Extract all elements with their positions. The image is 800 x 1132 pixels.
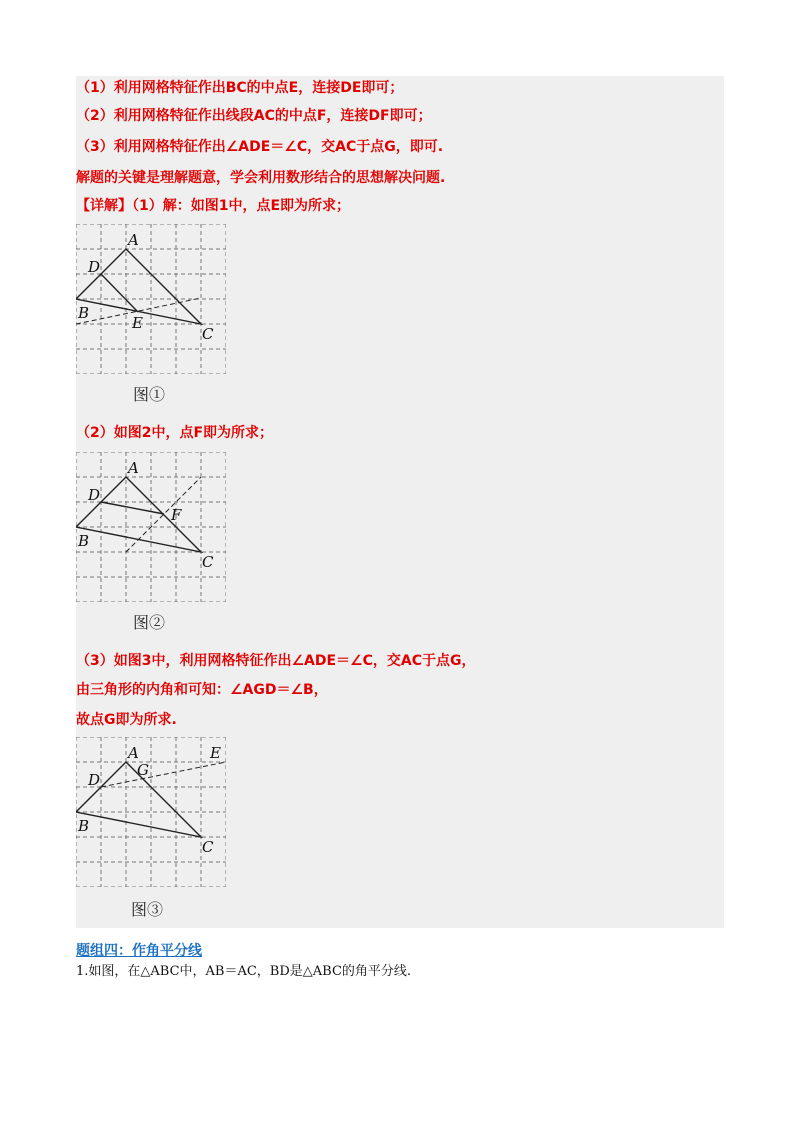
- solution-line-4: 解题的关键是理解题意，学会利用数形结合的思想解决问题.: [76, 170, 446, 186]
- figure-2-label-b: B: [78, 532, 90, 550]
- figure-1-grid: [76, 224, 226, 374]
- figure-3-grid: [76, 737, 226, 887]
- figure-3-label-g: G: [137, 761, 149, 779]
- figure-2-svg: [76, 452, 226, 602]
- solution-line-5: 【详解】（1）解：如图1中，点E即为所求；: [76, 198, 351, 214]
- solution-line-2: （2）利用网格特征作出线段AC的中点F，连接DF即可；: [76, 108, 432, 124]
- solution-line-7: （3）如图3中，利用网格特征作出∠ADE＝∠C，交AC于点G，: [76, 653, 476, 669]
- figure-2-label-a: A: [128, 459, 139, 477]
- figure-3: [76, 737, 226, 891]
- solution-line-1: （1）利用网格特征作出BC的中点E，连接DE即可；: [76, 80, 404, 96]
- figure-3-label-b: B: [78, 817, 90, 835]
- solution-line-6: （2）如图2中，点F即为所求；: [76, 425, 274, 441]
- figure-3-label-e: E: [210, 744, 221, 762]
- figure-1-caption: 图①: [133, 385, 166, 404]
- solution-line-3: （3）利用网格特征作出∠ADE＝∠C，交AC于点G，即可.: [76, 139, 444, 155]
- figure-2-label-d: D: [88, 486, 101, 504]
- figure-1-label-e: E: [132, 314, 143, 332]
- figure-2-label-c: C: [202, 553, 214, 571]
- figure-1-label-b: B: [78, 304, 90, 322]
- solution-line-8: 由三角形的内角和可知：∠AGD＝∠B，: [76, 682, 328, 698]
- question-text: 1.如图，在△ABC中，AB＝AC，BD是△ABC的角平分线.: [76, 964, 412, 979]
- figure-3-label-a: A: [128, 744, 139, 762]
- section-title: 题组四：作角平分线: [76, 943, 202, 959]
- figure-1-label-d: D: [88, 258, 101, 276]
- figure-1-label-c: C: [202, 325, 214, 343]
- figure-3-dashed-line: [101, 762, 226, 787]
- figure-3-caption: 图③: [131, 900, 164, 919]
- figure-2: [76, 452, 226, 606]
- figure-3-label-c: C: [202, 838, 214, 856]
- figure-1-label-a: A: [128, 231, 139, 249]
- solution-line-9: 故点G即为所求.: [76, 712, 177, 728]
- figure-3-label-d: D: [88, 771, 101, 789]
- figure-2-caption: 图②: [133, 613, 166, 632]
- figure-1: [76, 224, 226, 378]
- figure-3-svg: [76, 737, 226, 887]
- figure-2-label-f: F: [171, 506, 182, 524]
- figure-1-svg: [76, 224, 226, 374]
